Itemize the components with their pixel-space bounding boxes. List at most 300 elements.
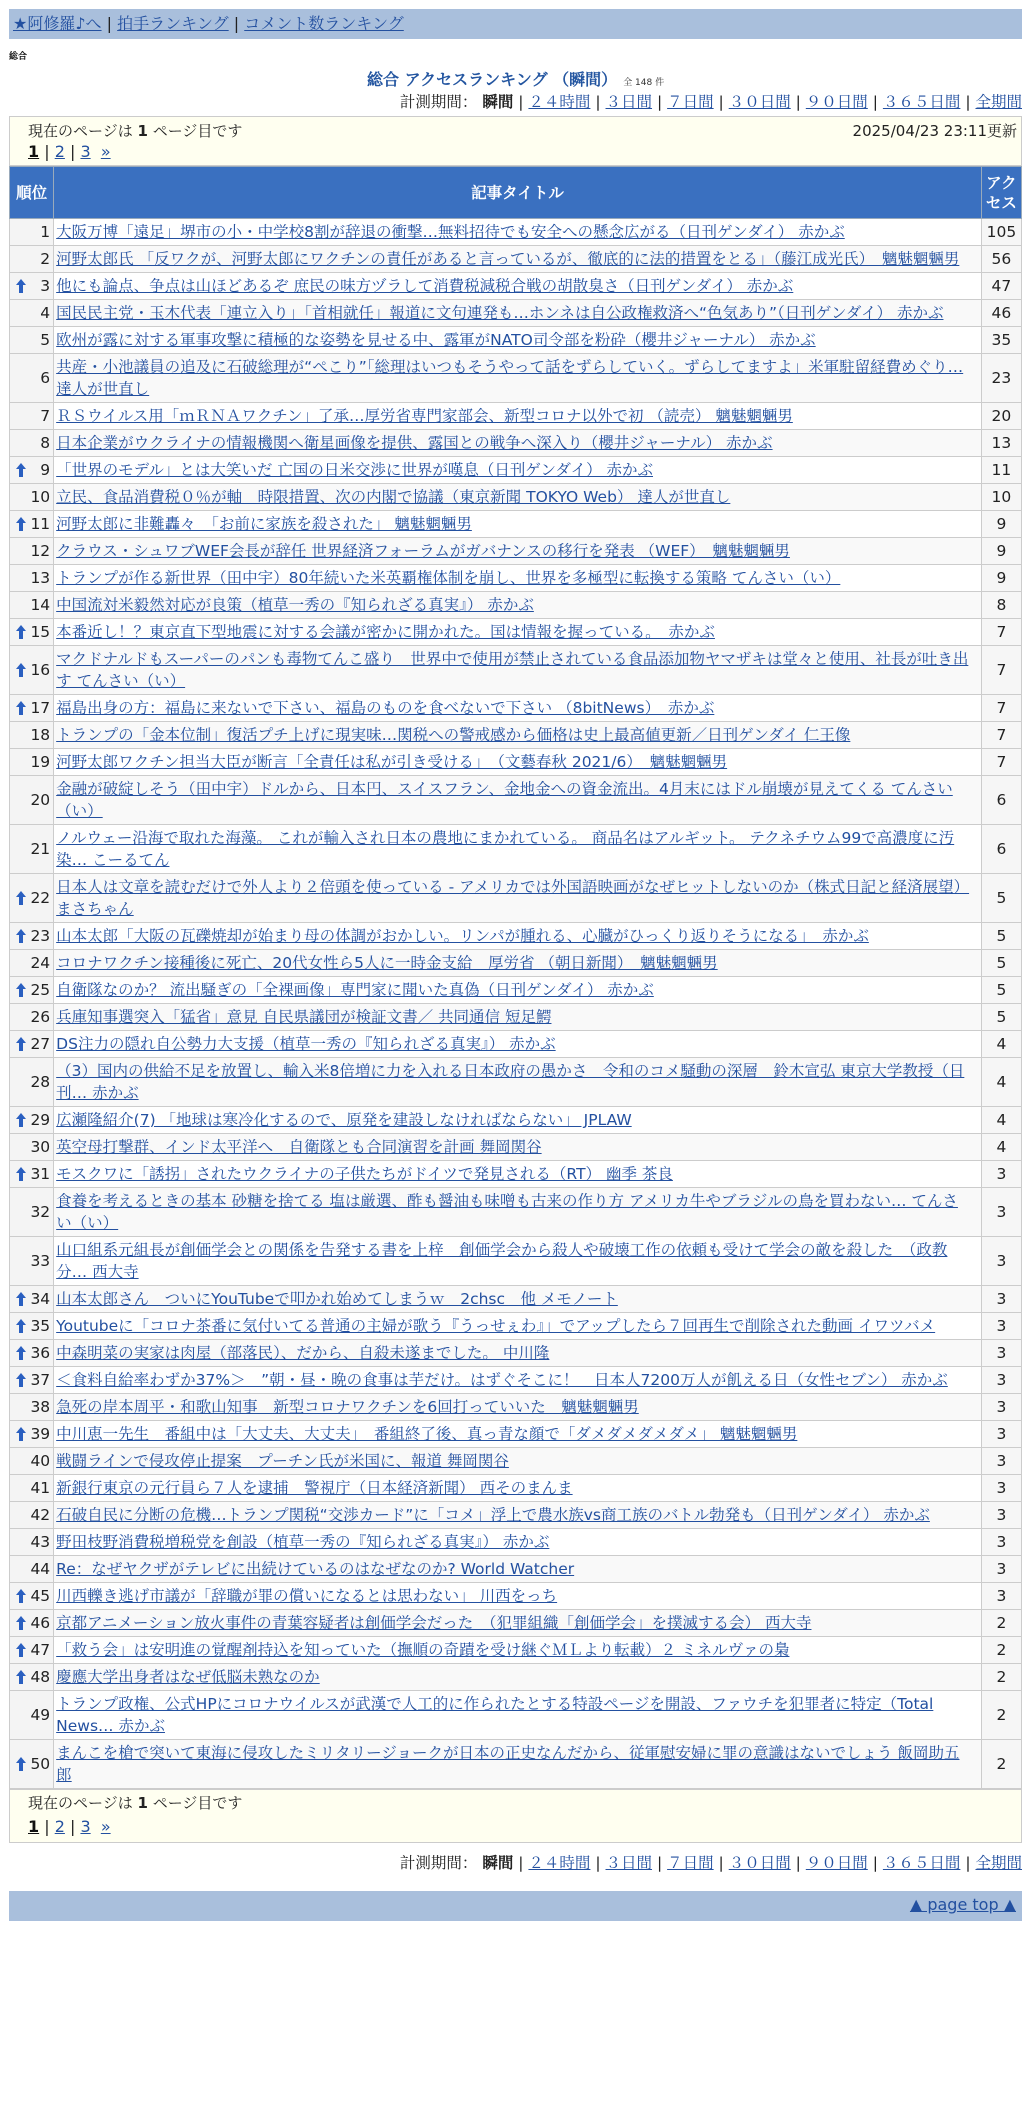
title-cell [54,825,982,874]
article-title-link[interactable]: 山本太郎さん ついにYouTubeで叩かれ始めてしまうｗ 2chsc 他 メモノート [56,1290,618,1308]
table-row [10,749,1022,776]
access-count: 3 [981,1502,1021,1529]
rank-number: 29 [30,1111,51,1129]
title-cell [54,1340,982,1367]
rank-number: 48 [30,1668,51,1686]
rank-cell [10,950,54,977]
article-title-link[interactable]: 共産・小池議員の追及に石破総理が“ぺこり”「総理はいつもそうやって話をずらしていく。ずらしてますよ」米軍駐留経費めぐり… 達人が世直し [56,358,964,398]
table-row [10,646,1022,695]
title-cell [54,977,982,1004]
title-cell [54,923,982,950]
access-count: 11 [981,457,1021,484]
table-row [10,246,1022,273]
pager: 1 | 2 | 3 » [28,142,111,161]
rank-cell [10,538,54,565]
access-count: 3 [981,1394,1021,1421]
rank-up-arrow-icon [16,1756,26,1772]
table-row [10,1529,1022,1556]
table-row [10,1188,1022,1237]
footer-period-label: 計測期間： [399,1854,478,1872]
footer-pager: 1 | 2 | 3 » [28,1817,111,1836]
access-count: 3 [981,1448,1021,1475]
table-row [10,1161,1022,1188]
rank-up-arrow-icon [16,662,26,678]
rank-cell [10,1664,54,1691]
nav-separator: | [106,14,113,33]
title-cell [54,1740,982,1789]
rank-number: 25 [30,981,51,999]
bottom-bar [9,1891,1022,1921]
table-row [10,619,1022,646]
article-title-link[interactable]: トランプが作る新世界（田中宇）80年続いた米英覇権体制を崩し、世界を多極型に転換する策略 てんさい（い） [56,569,841,587]
nav-separator: | [233,14,240,33]
article-title-link[interactable]: クラウス・シュワブWEF会長が辞任 世界経済フォーラムがガバナンスの移行を発表 （WEF） 魑魅魍魎男 [56,542,790,560]
title-cell [54,749,982,776]
article-title-link[interactable]: まんこを槍で突いて東海に侵攻したミリタリージョークが日本の正史なんだから、従軍慰安婦に罪の意識はないでしょう 飯岡助五郎 [56,1744,960,1784]
rank-number: 14 [30,596,51,614]
rank-cell [10,722,54,749]
rank-number: 1 [40,223,51,241]
rank-cell [10,1394,54,1421]
article-title-link[interactable]: コロナワクチン接種後に死亡、20代女性ら5人に一時金支給 厚労省 （朝日新聞） 魑魅魍魎男 [56,954,718,972]
access-count: 13 [981,430,1021,457]
rank-cell [10,511,54,538]
access-count: 7 [981,619,1021,646]
footer-period-link-365d[interactable]: ３６５日間 [882,1854,961,1872]
title-cell [54,1188,982,1237]
period-link-365d[interactable]: ３６５日間 [882,93,961,111]
table-row [10,1134,1022,1161]
footer-pager-next[interactable]: » [100,1817,111,1836]
period-link-30d[interactable]: ３０日間 [728,93,791,111]
rank-up-arrow-icon [16,1112,26,1128]
rank-up-arrow-icon [16,1615,26,1631]
rank-cell [10,1610,54,1637]
table-row [10,327,1022,354]
title-cell [54,1475,982,1502]
pager-page-2[interactable]: 2 [54,142,65,161]
rank-number: 47 [30,1641,51,1659]
access-count: 2 [981,1691,1021,1740]
title-cell [54,1448,982,1475]
rank-cell [10,1529,54,1556]
rank-up-arrow-icon [16,462,26,478]
footer-period-link-7d[interactable]: ７日間 [667,1854,714,1872]
table-row [10,1004,1022,1031]
title-cell [54,1313,982,1340]
footer-pager-page-2[interactable]: 2 [54,1817,65,1836]
rank-cell [10,1237,54,1286]
rank-number: 46 [30,1614,51,1632]
title-cell [54,1107,982,1134]
rank-cell [10,1556,54,1583]
article-title-link[interactable]: 欧州が露に対する軍事攻撃に積極的な姿勢を見せる中、露軍がNATO司令部を粉砕（櫻井ジャーナル） 赤かぶ [56,331,816,349]
rank-cell [10,874,54,923]
rank-up-arrow-icon [16,1036,26,1052]
rank-cell [10,403,54,430]
pager-page-1[interactable]: 1 [28,142,40,161]
rank-cell [10,1004,54,1031]
footer-period-link-3d[interactable]: ３日間 [605,1854,653,1872]
rank-number: 32 [30,1203,51,1221]
title-cell [54,1286,982,1313]
table-row [10,1691,1022,1740]
rank-number: 16 [30,661,51,679]
article-title-link[interactable]: 山口組系元組長が創価学会との関係を告発する書を上梓 創価学会から殺人や破壊工作の依頼も受けて学会の敵を殺した （政教分… 西大寺 [56,1241,948,1281]
table-row [10,722,1022,749]
title-cell [54,1556,982,1583]
rank-number: 6 [40,369,51,387]
table-row [10,977,1022,1004]
rank-cell [10,923,54,950]
title-cell [54,565,982,592]
table-row [10,1367,1022,1394]
table-row [10,354,1022,403]
article-title-link[interactable]: 京都アニメーション放火事件の青葉容疑者は創価学会だった （犯罪組織「創価学会」を撲滅する会） 西大寺 [56,1614,812,1632]
ranking-heading [9,67,1022,89]
access-count: 2 [981,1637,1021,1664]
footer-pager-page-3[interactable]: 3 [80,1817,91,1836]
access-count: 5 [981,977,1021,1004]
period-link-24h[interactable]: ２４時間 [528,93,591,111]
rank-up-arrow-icon [16,1669,26,1685]
rank-number: 37 [30,1371,51,1389]
access-count: 7 [981,695,1021,722]
table-row [10,403,1022,430]
access-count: 3 [981,1286,1021,1313]
rank-number: 20 [30,791,51,809]
article-title-link[interactable]: 立民、食品消費税０％が軸 時限措置、次の内閣で協議（東京新聞 TOKYO Web） 達人が世直し [56,488,731,506]
article-title-link[interactable]: 日本企業がウクライナの情報機関へ衛星画像を提供、露国との戦争へ深入り（櫻井ジャーナル） 赤かぶ [56,434,773,452]
nav-link-asyura[interactable]: ★阿修羅♪へ [13,14,102,33]
period-link-all[interactable]: 全期間 [975,93,1022,111]
access-count: 3 [981,1340,1021,1367]
access-count: 3 [981,1475,1021,1502]
page-top-link[interactable]: ▲ page top ▲ [909,1895,1016,1914]
access-count: 3 [981,1188,1021,1237]
rank-number: 22 [30,889,51,907]
rank-up-arrow-icon [16,1588,26,1604]
rank-cell [10,1740,54,1789]
article-title-link[interactable]: ＜食料自給率わずか37%＞ ”朝・昼・晩の食事は芋だけ。はずぐそこに！ 日本人7200万人が飢える日（女性セブン） 赤かぶ [56,1371,948,1389]
article-title-link[interactable]: 中森明菜の実家は肉屋（部落民）、だから、自殺未遂までした。 中川隆 [56,1344,550,1362]
table-row [10,1556,1022,1583]
title-cell [54,246,982,273]
access-count: 2 [981,1740,1021,1789]
access-count: 10 [981,484,1021,511]
rank-cell [10,1134,54,1161]
article-title-link[interactable]: 広瀬隆紹介(7) 「地球は寒冷化するので、原発を建設しなければならない」 JPLAW [56,1111,632,1129]
rank-cell [10,1421,54,1448]
footer-period-link-30d[interactable]: ３０日間 [728,1854,791,1872]
article-title-link[interactable]: 新銀行東京の元行員ら７人を逮捕 警視庁（日本経済新聞） 西そのまんま [56,1479,573,1497]
rank-cell [10,1031,54,1058]
access-count: 2 [981,1610,1021,1637]
access-count: 6 [981,776,1021,825]
ranking-title [367,67,664,90]
footer-period-link-90d[interactable]: ９０日間 [805,1854,868,1872]
article-title-link[interactable]: 中川恵一先生 番組中は「大丈夫、大丈夫」 番組終了後、真っ青な顔で「ダメダメダメダメ」 魑魅魍魎男 [56,1425,798,1443]
article-title-link[interactable]: ノルウェー沿海で取れた海藻。 これが輸入され日本の農地にまかれている。 商品名はアルギット。 テクネチウム99で高濃度に汚染… こーるてん [56,829,955,869]
title-cell [54,776,982,825]
title-cell [54,1664,982,1691]
table-row [10,1394,1022,1421]
table-row [10,950,1022,977]
rank-number: 9 [40,461,51,479]
title-cell [54,592,982,619]
rank-number: 15 [30,623,51,641]
article-title-link[interactable]: 本番近し！？東京直下型地震に対する会議が密かに開かれた。国は情報を握っている。 赤かぶ [56,623,715,641]
rank-number: 17 [30,699,51,717]
access-count: 20 [981,403,1021,430]
rank-cell [10,1475,54,1502]
page-number: 1 [137,122,148,140]
rank-cell [10,695,54,722]
table-row [10,1664,1022,1691]
table-row [10,565,1022,592]
article-title-link[interactable]: 戦闘ラインで侵攻停止提案 プーチン氏が米国に、報道 舞岡関谷 [56,1452,509,1470]
period-link-7d[interactable]: ７日間 [667,93,714,111]
pager-page-3[interactable]: 3 [80,142,91,161]
access-count: 9 [981,511,1021,538]
rank-cell [10,219,54,246]
access-count: 5 [981,950,1021,977]
header-rank: 順位 [10,167,54,219]
access-count: 3 [981,1529,1021,1556]
table-row [10,273,1022,300]
rank-up-arrow-icon [16,1372,26,1388]
footer-period-link-24h[interactable]: ２４時間 [528,1854,591,1872]
article-title-link[interactable]: 他にも論点、争点は山ほどあるぞ 庶民の味方ヅラして消費税減税合戦の胡散臭さ（日刊ゲンダイ） 赤かぶ [56,277,794,295]
page-text-post: ページ目です [147,122,243,140]
nav-link-clap-ranking[interactable]: 拍手ランキング [117,14,229,33]
period-selector: 計測期間： 瞬間 | ２４時間 | ３日間 | ７日間 | ３０日間 | ９０日間 | ３６５日間 | 全期間 [399,93,1022,111]
rank-cell [10,1058,54,1107]
table-row [10,1286,1022,1313]
access-count: 2 [981,1664,1021,1691]
rank-up-arrow-icon [16,624,26,640]
rank-number: 41 [30,1479,51,1497]
article-title-link[interactable]: 「世界のモデル」とは大笑いだ 亡国の日米交渉に世界が嘆息（日刊ゲンダイ） 赤かぶ [56,461,654,479]
title-cell [54,354,982,403]
article-title-link[interactable]: 自衛隊なのか？ 流出騒ぎの「全裸画像」専門家に聞いた真偽（日刊ゲンダイ） 赤かぶ [56,981,654,999]
rank-cell [10,619,54,646]
footer-page-text-post: ページ目です [147,1794,243,1812]
article-title-link[interactable]: 日本人は文章を読むだけで外人より２倍頭を使っている - アメリカでは外国語映画がなぜヒットしないのか（株式日記と経済展望） まさちゃん [56,878,970,918]
article-title-link[interactable]: 英空母打撃群、インド太平洋へ 自衛隊とも合同演習を計画 舞岡関谷 [56,1138,542,1156]
current-page-text [28,120,242,141]
rank-cell [10,1286,54,1313]
title-cell [54,1637,982,1664]
article-title-link[interactable]: 野田枝野消費税増税党を創設（植草一秀の『知られざる真実』） 赤かぶ [56,1533,550,1551]
rank-number: 50 [30,1755,51,1773]
rank-number: 23 [30,927,51,945]
footer-current-page-text [28,1792,1003,1813]
table-row [10,484,1022,511]
article-title-link[interactable]: 食養を考えるときの基本 砂糖を捨てる 塩は厳選、酢も醤油も味噌も古来の作り方 アメリカ牛やブラジルの鳥を買わない… てんさい（い） [56,1192,958,1232]
rank-number: 2 [40,250,51,268]
article-title-link[interactable]: 中国流対米毅然対応が良策（植草一秀の『知られざる真実』） 赤かぶ [56,596,534,614]
table-row [10,1637,1022,1664]
rank-up-arrow-icon [16,516,26,532]
access-count: 23 [981,354,1021,403]
header-access: アクセス [981,167,1021,219]
rank-number: 12 [30,542,51,560]
title-cell [54,1394,982,1421]
rank-up-arrow-icon [16,1166,26,1182]
rank-up-arrow-icon [16,1291,26,1307]
title-cell [54,1134,982,1161]
nav-link-comment-ranking[interactable]: コメント数ランキング [244,14,404,33]
access-count: 3 [981,1237,1021,1286]
access-count: 4 [981,1134,1021,1161]
article-title-link[interactable]: 「救う会」は安明進の覚醒剤持込を知っていた（撫順の奇蹟を受け継ぐＭＬより転載）２ ミネルヴァの梟 [56,1641,790,1659]
title-cell [54,273,982,300]
title-cell [54,619,982,646]
rank-cell [10,1502,54,1529]
period-current: 瞬間 [482,93,514,111]
ranking-table-body [10,219,1022,1789]
rank-number: 18 [30,726,51,744]
table-row [10,825,1022,874]
access-count: 3 [981,1583,1021,1610]
footer-page-text-pre: 現在のページは [28,1794,138,1812]
footer-period-current: 瞬間 [482,1854,514,1872]
title-cell [54,1610,982,1637]
access-count: 6 [981,825,1021,874]
article-title-link[interactable]: 石破自民に分断の危機…トランプ関税“交渉カード”に「コメ」浮上で農水族vs商工族のバトル勃発も（日刊ゲンダイ） 赤かぶ [56,1506,930,1524]
article-title-link[interactable]: 慶應大学出身者はなぜ低脳未熟なのか [56,1668,320,1686]
rank-number: 39 [30,1425,51,1443]
period-link-3d[interactable]: ３日間 [605,93,653,111]
table-row [10,430,1022,457]
rank-cell [10,776,54,825]
access-count: 5 [981,923,1021,950]
rank-cell [10,327,54,354]
rank-number: 11 [30,515,51,533]
article-title-link[interactable]: 河野太郎氏 「反ワクが、河野太郎にワクチンの責任があると言っているが、徹底的に法的措置をとる」（藤江成光氏） 魑魅魍魎男 [56,250,960,268]
table-row [10,1740,1022,1789]
rank-number: 33 [30,1252,51,1270]
rank-up-arrow-icon [16,700,26,716]
title-cell [54,403,982,430]
article-title-link[interactable]: 河野太郎に非難轟々 「お前に家族を殺された」 魑魅魍魎男 [56,515,472,533]
article-title-link[interactable]: モスクワに「誘拐」されたウクライナの子供たちがドイツで発見される（RT） 幽季 茶良 [56,1165,673,1183]
article-title-link[interactable]: ＲＳウイルス用「ｍＲＮＡワクチン」了承…厚労省専門家部会、新型コロナ以外で初 （読売） 魑魅魍魎男 [56,407,793,425]
rank-number: 43 [30,1533,51,1551]
pager-next[interactable]: » [100,142,111,161]
table-row [10,695,1022,722]
title-cell [54,1031,982,1058]
rank-number: 5 [40,331,51,349]
article-title-link[interactable]: 兵庫知事選突入「猛省」意見 自民県議団が検証文書／ 共同通信 短足鰐 [56,1008,552,1026]
article-title-link[interactable]: （3）国内の供給不足を放置し、輸入米8倍増に力を入れる日本政府の愚かさ 令和のコメ騒動の深層 鈴木宣弘 東京大学教授（日刊… 赤かぶ [56,1062,965,1102]
access-count: 9 [981,565,1021,592]
rank-number: 7 [40,407,51,425]
article-title-link[interactable]: 国民民主党・玉木代表「連立入り」「首相就任」報道に文句連発も…ホンネは自公政権救済へ“色気あり”（日刊ゲンダイ） 赤かぶ [56,304,944,322]
article-title-link[interactable]: トランプ政権、公式HPにコロナウイルスが武漢で人工的に作られたとする特設ページを開設、ファウチを犯罪者に特定（Total News… 赤かぶ [56,1695,934,1735]
access-count: 7 [981,749,1021,776]
rank-cell [10,977,54,1004]
rank-number: 10 [30,488,51,506]
access-count: 47 [981,273,1021,300]
article-title-link[interactable]: 山本太郎「大阪の瓦礫焼却が始まり母の体調がおかしい。リンパが腫れる、心臓がひっくり返りそうになる」 赤かぶ [56,927,869,945]
table-row [10,1583,1022,1610]
access-count: 105 [981,219,1021,246]
article-title-link[interactable]: Re：なぜヤクザがテレビに出続けているのはなぜなのか? World Watcher [56,1560,575,1578]
rank-cell [10,565,54,592]
footer-period-link-all[interactable]: 全期間 [975,1854,1022,1872]
title-cell [54,1691,982,1740]
table-row [10,1610,1022,1637]
access-count: 3 [981,1367,1021,1394]
table-row [10,1058,1022,1107]
article-title-link[interactable]: 急死の岸本周平・和歌山知事 新型コロナワクチンを6回打っていいた 魑魅魍魎男 [56,1398,639,1416]
title-cell [54,1237,982,1286]
table-header-row [10,167,1022,219]
rank-cell [10,484,54,511]
ranking-table [9,166,1022,1789]
rank-number: 35 [30,1317,51,1335]
rank-cell [10,592,54,619]
access-count: 3 [981,1556,1021,1583]
article-title-link[interactable]: 金融が破綻しそう（田中宇）ドルから、日本円、スイスフラン、金地金への資金流出。4月末にはドル崩壊が見えてくる てんさい（い） [56,780,953,820]
table-row [10,1421,1022,1448]
article-title-link[interactable]: マクドナルドもスーパーのパンも毒物てんこ盛り 世界中で使用が禁止されている食品添加物ヤマザキは堂々と使用、社長が吐き出す てんさい（い） [56,650,969,690]
access-count: 35 [981,327,1021,354]
rank-number: 27 [30,1035,51,1053]
period-link-90d[interactable]: ９０日間 [805,93,868,111]
access-count: 5 [981,1004,1021,1031]
title-cell [54,1058,982,1107]
rank-number: 42 [30,1506,51,1524]
rank-number: 36 [30,1344,51,1362]
rank-number: 4 [40,304,51,322]
title-cell [54,1529,982,1556]
rank-number: 31 [30,1165,51,1183]
rank-number: 19 [30,753,51,771]
access-count: 7 [981,646,1021,695]
article-title-link[interactable]: 川西轢き逃げ市議が「辞職が罪の償いになるとは思わない」 川西をっち [56,1587,558,1605]
rank-up-arrow-icon [16,1426,26,1442]
title-cell [54,327,982,354]
category-label: 総合 [9,52,28,62]
article-title-link[interactable]: 福島出身の方：福島に来ないで下さい、福島のものを食べないで下さい （8bitNews） 赤かぶ [56,699,715,717]
article-title-link[interactable]: 大阪万博「遠足」堺市の小・中学校8割が辞退の衝撃…無料招待でも安全への懸念広がる（日刊ゲンダイ） 赤かぶ [56,223,845,241]
rank-up-arrow-icon [16,890,26,906]
article-title-link[interactable]: DS注力の隠れ自公勢力大支援（植草一秀の『知られざる真実』） 赤かぶ [56,1035,556,1053]
rank-cell [10,1691,54,1740]
table-row [10,1475,1022,1502]
access-count: 3 [981,1161,1021,1188]
rank-cell [10,1107,54,1134]
rank-cell [10,1188,54,1237]
article-title-link[interactable]: トランプの「金本位制」復活プチ上げに現実味…関税への警戒感から価格は史上最高値更新／日刊ゲンダイ 仁王像 [56,726,851,744]
access-count: 46 [981,300,1021,327]
rank-cell [10,300,54,327]
table-row [10,592,1022,619]
table-row [10,538,1022,565]
rank-number: 13 [30,569,51,587]
title-cell [54,1367,982,1394]
access-count: 4 [981,1107,1021,1134]
rank-number: 45 [30,1587,51,1605]
article-title-link[interactable]: 河野太郎ワクチン担当大臣が断言「全責任は私が引き受ける」 （文藝春秋 2021/6） 魑魅魍魎男 [56,753,728,771]
table-row [10,1313,1022,1340]
footer-pager-page-1[interactable]: 1 [28,1817,40,1836]
article-title-link[interactable]: Youtubeに「コロナ茶番に気付いてる普通の主婦が歌う『うっせぇわ』」でアップしたら７回再生で削除された動画 イワツバメ [56,1317,936,1335]
table-row [10,874,1022,923]
